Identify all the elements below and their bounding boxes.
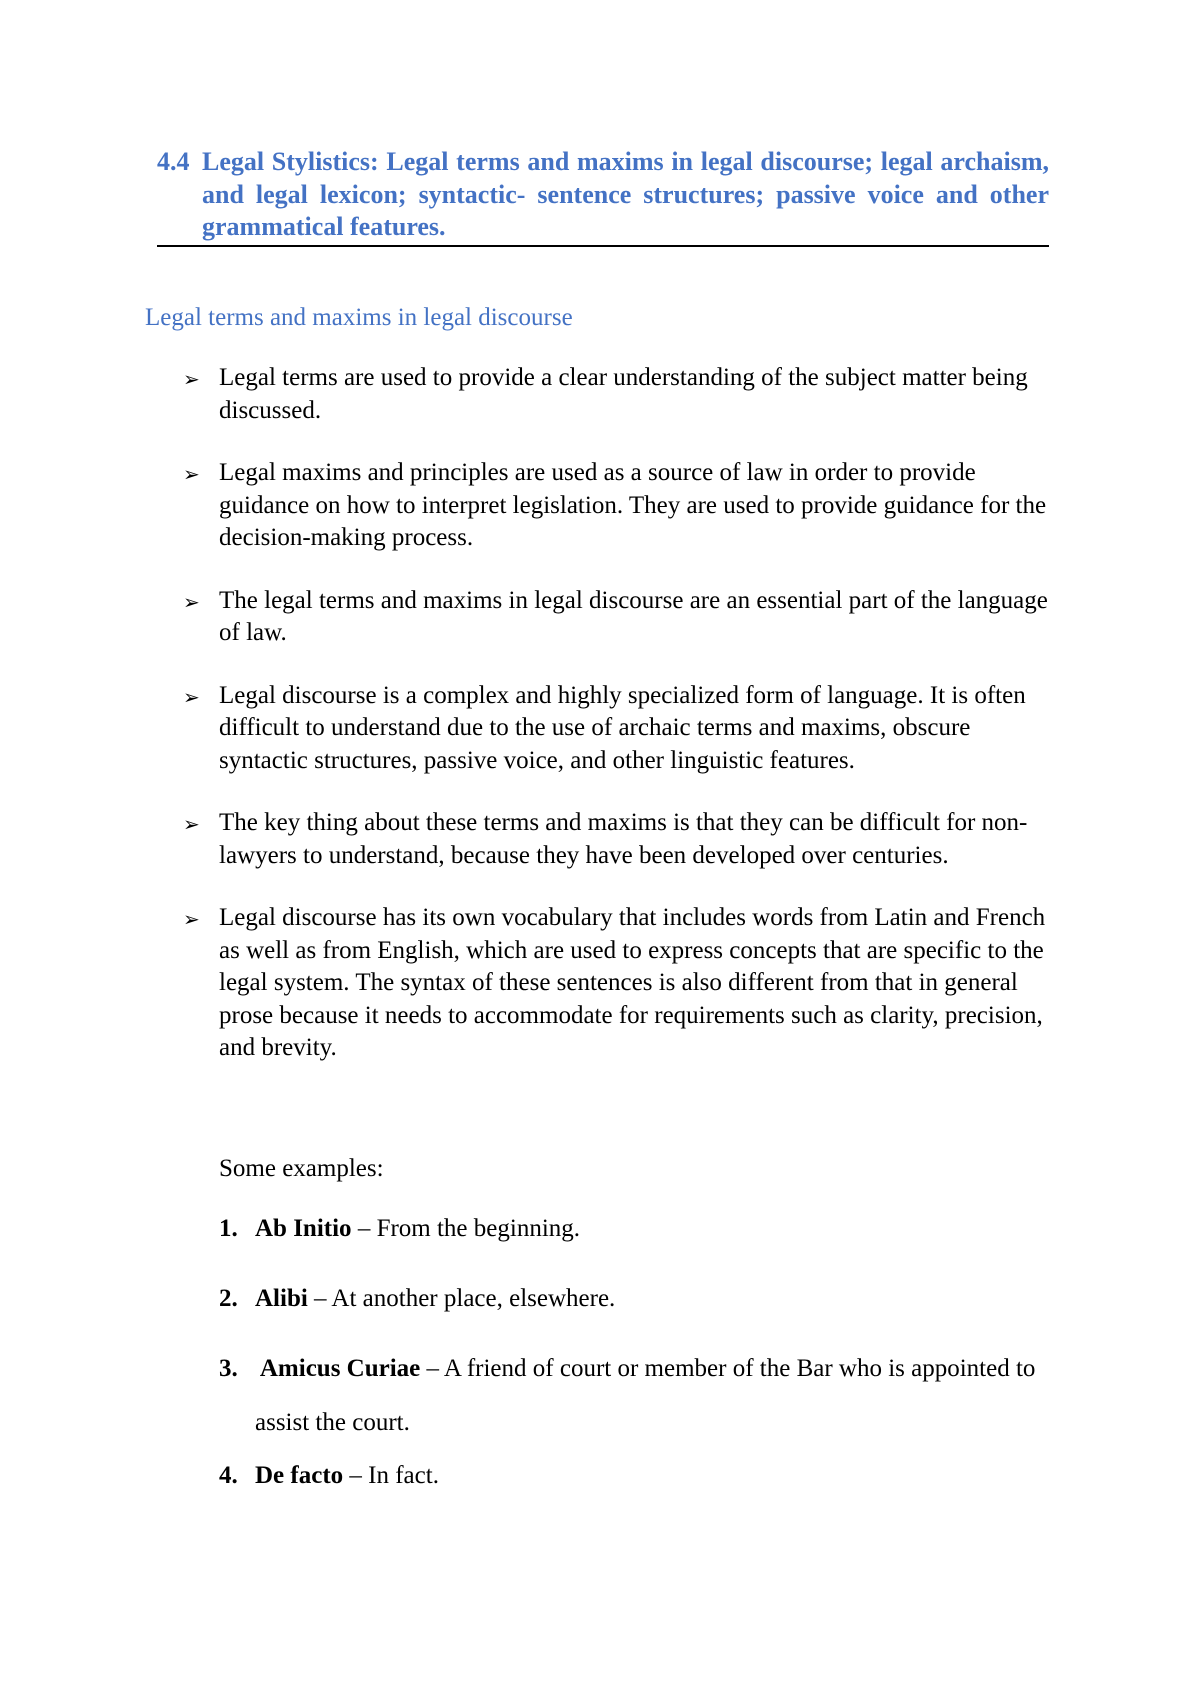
examples-list [219, 1213, 1039, 1492]
bullet-text: Legal discourse is a complex and highly specialized form of language. It is often difficult to understand due to the use of archaic terms and maxims, obscure syntactic structures, passive voice, and other linguistic features. [219, 681, 1026, 774]
examples-intro: Some examples: [219, 1155, 384, 1182]
arrowhead-bullet-icon: ➢ [183, 907, 200, 931]
arrowhead-bullet-icon: ➢ [183, 589, 200, 614]
bullet-text: The key thing about these terms and maxims is that they can be difficult for non-lawyers to understand, because they have been developed over centuries. [219, 809, 1028, 869]
bullet-text: Legal maxims and principles are used as a source of law in order to provide guidance on how to interpret legislation. They are used to provide guidance for the decision-making process. [219, 459, 1047, 551]
bullet-list [183, 362, 1063, 1095]
arrowhead-bullet-icon: ➢ [183, 462, 200, 486]
bullet-text: The legal terms and maxims in legal discourse are an essential part of the language of law. [219, 586, 1048, 646]
section-title: Legal Stylistics: Legal terms and maxims in legal discourse; legal archaism, and legal lexicon; syntactic- sentence structures; passive voice and other grammatical features. [202, 147, 1049, 241]
list-item [183, 902, 1063, 1065]
example-definition: – In fact. [343, 1462, 439, 1489]
example-item [219, 1342, 1039, 1450]
subheading: Legal terms and maxims in legal discourse [145, 304, 573, 331]
example-term: Amicus Curiae [255, 1355, 421, 1382]
example-item [219, 1283, 1039, 1315]
example-definition: – From the beginning. [351, 1215, 581, 1242]
example-term: Alibi [255, 1285, 308, 1312]
example-number: 3. [219, 1355, 238, 1382]
list-item [183, 362, 1063, 427]
arrowhead-bullet-icon: ➢ [183, 367, 200, 391]
bullet-text: Legal discourse has its own vocabulary that includes words from Latin and French as well as from English, which are used to express concepts that are specific to the legal system. The syntax of these sentences is also different from that in general prose because it needs to accommodate for requirements such as clarity, precision, and brevity. [219, 904, 1046, 1061]
example-number: 2. [219, 1285, 238, 1312]
example-number: 1. [219, 1215, 238, 1242]
bullet-text: Legal terms are used to provide a clear understanding of the subject matter being discussed. [219, 364, 1028, 424]
list-item [183, 680, 1063, 778]
list-item [183, 807, 1063, 872]
arrowhead-bullet-icon: ➢ [183, 812, 200, 836]
section-number: 4.4 [157, 147, 190, 176]
example-definition: – At another place, elsewhere. [307, 1285, 616, 1312]
arrowhead-bullet-icon: ➢ [183, 684, 200, 709]
example-term: De facto [255, 1462, 344, 1489]
list-item [183, 457, 1063, 555]
example-number: 4. [219, 1462, 238, 1489]
example-term: Ab Initio [255, 1215, 352, 1242]
example-item [219, 1460, 1039, 1492]
example-item [219, 1213, 1039, 1245]
example-definition: – A friend of court or member of the Bar who is appointed to assist the court. [255, 1355, 1036, 1436]
heading-underline-rule [157, 245, 1049, 247]
section-heading [157, 146, 1049, 244]
list-item [183, 585, 1063, 650]
